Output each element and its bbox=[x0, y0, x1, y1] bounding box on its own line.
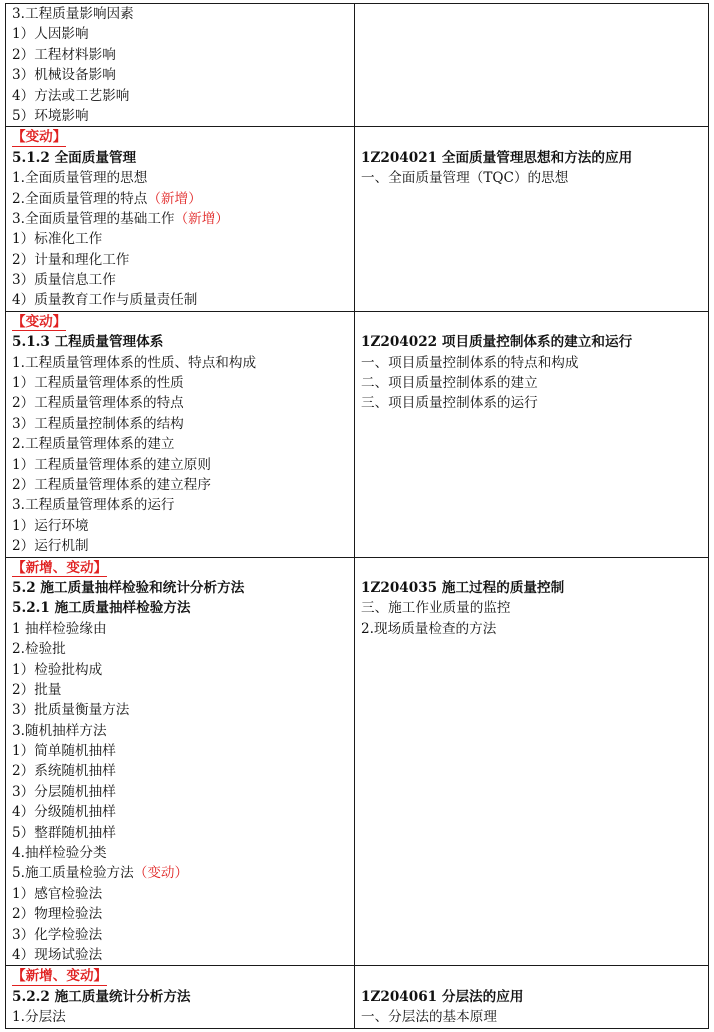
tag-line bbox=[12, 966, 354, 986]
line-text: 3）质量信息工作 bbox=[12, 272, 116, 289]
syllabus-cell bbox=[6, 4, 355, 127]
line-text: 1Z204035 施工过程的质量控制 bbox=[361, 579, 565, 596]
outline-item bbox=[12, 86, 354, 106]
outline-item bbox=[12, 884, 354, 904]
outline-item bbox=[12, 761, 354, 781]
outline-item bbox=[12, 475, 354, 495]
line-text: 1Z204061 分层法的应用 bbox=[361, 988, 524, 1005]
line-text: 5.2 施工质量抽样检验和统计分析方法 bbox=[12, 579, 245, 596]
table-row bbox=[6, 311, 709, 557]
new-note: （新增） bbox=[147, 190, 202, 207]
outline-item bbox=[12, 782, 354, 802]
line-text: 2.检验批 bbox=[12, 641, 66, 658]
outline-item bbox=[12, 4, 354, 24]
line-text: 5.施工质量检验方法 bbox=[12, 865, 134, 882]
section-heading bbox=[361, 578, 708, 598]
textbook-cell bbox=[355, 127, 709, 312]
line-text: 1）工程质量管理体系的性质 bbox=[12, 375, 184, 392]
textbook-cell bbox=[355, 557, 709, 966]
line-text: 4）方法或工艺影响 bbox=[12, 87, 130, 104]
outline-item bbox=[12, 495, 354, 515]
line-text: 3）分层随机抽样 bbox=[12, 783, 116, 800]
line-text: 4）质量教育工作与质量责任制 bbox=[12, 292, 198, 309]
line-text: 2）工程质量管理体系的建立程序 bbox=[12, 476, 211, 493]
outline-item bbox=[12, 945, 354, 965]
line-text: 4）分级随机抽样 bbox=[12, 804, 116, 821]
outline-item bbox=[12, 639, 354, 659]
line-text: 2）运行机制 bbox=[12, 538, 89, 555]
section-heading bbox=[12, 987, 354, 1007]
change-tag: 【新增、变动】 bbox=[12, 558, 107, 578]
outline-item bbox=[12, 414, 354, 434]
syllabus-cell bbox=[6, 311, 355, 557]
outline-item bbox=[361, 393, 708, 413]
line-text: 3）化学检验法 bbox=[12, 926, 103, 943]
line-text: 4.抽样检验分类 bbox=[12, 845, 107, 862]
spacer-line bbox=[361, 127, 708, 147]
line-text: 1）简单随机抽样 bbox=[12, 743, 116, 760]
line-text: 1）检验批构成 bbox=[12, 661, 103, 678]
line-text: 2）计量和理化工作 bbox=[12, 251, 130, 268]
line-text: 5.2.1 施工质量抽样检验方法 bbox=[12, 600, 191, 617]
line-text: 1 抽样检验缘由 bbox=[12, 620, 107, 637]
change-tag: 【变动】 bbox=[12, 312, 66, 332]
table-row bbox=[6, 966, 709, 1028]
line-text: 1.分层法 bbox=[12, 1009, 66, 1026]
outline-item bbox=[12, 45, 354, 65]
new-note: （新增） bbox=[174, 210, 229, 227]
line-text: 4）现场试验法 bbox=[12, 946, 103, 963]
line-text: 5.2.2 施工质量统计分析方法 bbox=[12, 988, 191, 1005]
outline-item bbox=[12, 65, 354, 85]
line-text: 一、项目质量控制体系的特点和构成 bbox=[361, 354, 579, 371]
line-text: 1）运行环境 bbox=[12, 517, 89, 534]
section-heading bbox=[12, 332, 354, 352]
line-text: 1Z204022 项目质量控制体系的建立和运行 bbox=[361, 334, 633, 351]
outline-item bbox=[12, 680, 354, 700]
outline-item bbox=[12, 619, 354, 639]
outline-item bbox=[12, 721, 354, 741]
spacer-line bbox=[361, 312, 708, 332]
table-row bbox=[6, 127, 709, 312]
line-text: 三、施工作业质量的监控 bbox=[361, 600, 511, 617]
line-text: 一、分层法的基本原理 bbox=[361, 1009, 497, 1026]
tag-line bbox=[12, 312, 354, 332]
spacer-line bbox=[361, 558, 708, 578]
line-text: 5）整群随机抽样 bbox=[12, 824, 116, 841]
syllabus-cell bbox=[6, 557, 355, 966]
outline-item bbox=[12, 168, 354, 188]
line-text: 3）工程质量控制体系的结构 bbox=[12, 415, 184, 432]
outline-item bbox=[361, 619, 708, 639]
outline-item bbox=[361, 373, 708, 393]
outline-item bbox=[12, 270, 354, 290]
textbook-cell bbox=[355, 966, 709, 1028]
change-tag: 【新增、变动】 bbox=[12, 966, 107, 986]
outline-item bbox=[361, 168, 708, 188]
outline-item bbox=[12, 106, 354, 126]
line-text: 5.1.3 工程质量管理体系 bbox=[12, 334, 164, 351]
line-text: 2）工程材料影响 bbox=[12, 46, 116, 63]
line-text: 3.全面质量管理的基础工作 bbox=[12, 210, 175, 227]
line-text: 3.工程质量影响因素 bbox=[12, 6, 134, 22]
line-text: 2.工程质量管理体系的建立 bbox=[12, 436, 175, 453]
outline-item bbox=[12, 925, 354, 945]
section-heading bbox=[12, 578, 354, 598]
line-text: 3）批质量衡量方法 bbox=[12, 702, 130, 719]
syllabus-cell bbox=[6, 966, 355, 1028]
line-text: 三、项目质量控制体系的运行 bbox=[361, 395, 538, 412]
line-text: 5）环境影响 bbox=[12, 107, 89, 124]
section-heading bbox=[12, 598, 354, 618]
outline-item bbox=[12, 250, 354, 270]
line-text: 2）工程质量管理体系的特点 bbox=[12, 395, 184, 412]
line-text: 一、全面质量管理（TQC）的思想 bbox=[361, 170, 569, 187]
line-text: 3.工程质量管理体系的运行 bbox=[12, 497, 175, 514]
outline-item bbox=[12, 863, 354, 883]
section-heading bbox=[361, 987, 708, 1007]
line-text: 2.现场质量检查的方法 bbox=[361, 620, 497, 637]
line-text: 3）机械设备影响 bbox=[12, 67, 116, 84]
line-text: 1）人因影响 bbox=[12, 26, 89, 43]
tag-line bbox=[12, 127, 354, 147]
section-heading bbox=[12, 148, 354, 168]
outline-item bbox=[12, 802, 354, 822]
outline-item bbox=[12, 189, 354, 209]
outline-item bbox=[361, 353, 708, 373]
new-note: （变动） bbox=[133, 865, 189, 882]
outline-item bbox=[12, 516, 354, 536]
outline-item bbox=[12, 660, 354, 680]
outline-item bbox=[361, 598, 708, 618]
outline-item bbox=[12, 24, 354, 44]
line-text: 1）工程质量管理体系的建立原则 bbox=[12, 456, 211, 473]
line-text: 1.全面质量管理的思想 bbox=[12, 170, 148, 187]
textbook-cell bbox=[355, 311, 709, 557]
line-text: 2）系统随机抽样 bbox=[12, 763, 116, 780]
change-tag: 【变动】 bbox=[12, 127, 66, 147]
outline-item bbox=[12, 823, 354, 843]
table-body bbox=[6, 4, 709, 1029]
line-text: 1.工程质量管理体系的性质、特点和构成 bbox=[12, 354, 257, 371]
outline-item bbox=[12, 741, 354, 761]
textbook-cell bbox=[355, 4, 709, 127]
table-row bbox=[6, 4, 709, 127]
line-text: 2）批量 bbox=[12, 681, 62, 698]
syllabus-cell bbox=[6, 127, 355, 312]
section-heading bbox=[361, 332, 708, 352]
outline-item bbox=[12, 393, 354, 413]
comparison-table bbox=[5, 3, 709, 1029]
outline-item bbox=[12, 209, 354, 229]
outline-item bbox=[12, 904, 354, 924]
outline-item bbox=[12, 229, 354, 249]
line-text: 二、项目质量控制体系的建立 bbox=[361, 375, 538, 392]
line-text: 2.全面质量管理的特点 bbox=[12, 190, 148, 207]
outline-item bbox=[12, 536, 354, 556]
outline-item bbox=[12, 455, 354, 475]
spacer-line bbox=[361, 966, 708, 986]
line-text: 1）感官检验法 bbox=[12, 885, 103, 902]
outline-item bbox=[361, 1007, 708, 1027]
section-heading bbox=[361, 148, 708, 168]
line-text: 3.随机抽样方法 bbox=[12, 722, 107, 739]
tag-line bbox=[12, 558, 354, 578]
outline-item bbox=[12, 434, 354, 454]
line-text: 1Z204021 全面质量管理思想和方法的应用 bbox=[361, 149, 633, 166]
outline-item bbox=[12, 290, 354, 310]
outline-item bbox=[12, 373, 354, 393]
outline-item bbox=[12, 353, 354, 373]
table-row bbox=[6, 557, 709, 966]
line-text: 5.1.2 全面质量管理 bbox=[12, 149, 137, 166]
outline-item bbox=[12, 1007, 354, 1027]
line-text: 2）物理检验法 bbox=[12, 906, 103, 923]
outline-item bbox=[12, 700, 354, 720]
line-text: 1）标准化工作 bbox=[12, 231, 103, 248]
outline-item bbox=[12, 843, 354, 863]
